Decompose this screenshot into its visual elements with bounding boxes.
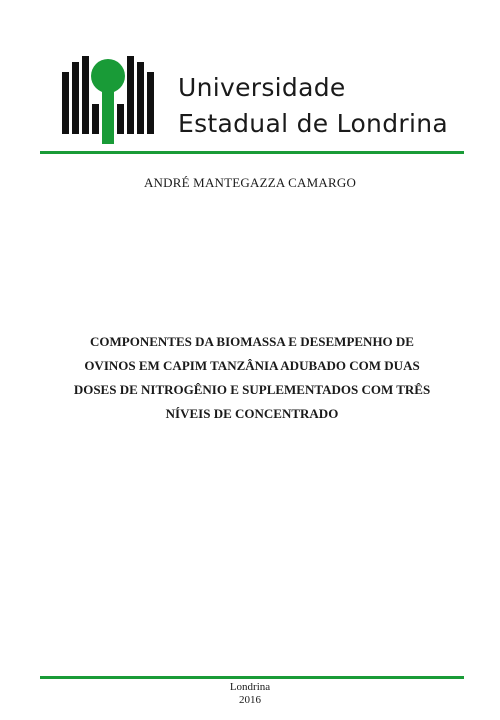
header-divider <box>40 151 464 154</box>
footer-divider <box>40 676 464 679</box>
footer <box>0 681 500 707</box>
footer-city: Londrina <box>229 681 271 693</box>
title-line: COMPONENTES DA BIOMASSA E DESEMPENHO DE <box>90 334 414 349</box>
title-line: NÍVEIS DE CONCENTRADO <box>165 406 339 421</box>
university-name-line2: Estadual de Londrina <box>178 109 448 138</box>
university-name-line1: Universidade <box>178 73 346 102</box>
title-line: OVINOS EM CAPIM TANZÂNIA ADUBADO COM DUAS <box>84 358 420 373</box>
university-name <box>178 70 448 142</box>
author-name: ANDRÉ MANTEGAZZA CAMARGO <box>143 175 357 190</box>
uel-logo-icon <box>62 52 154 144</box>
document-title <box>40 330 464 426</box>
title-line: DOSES DE NITROGÊNIO E SUPLEMENTADOS COM TRÊS <box>73 382 431 397</box>
footer-year: 2016 <box>239 694 261 706</box>
